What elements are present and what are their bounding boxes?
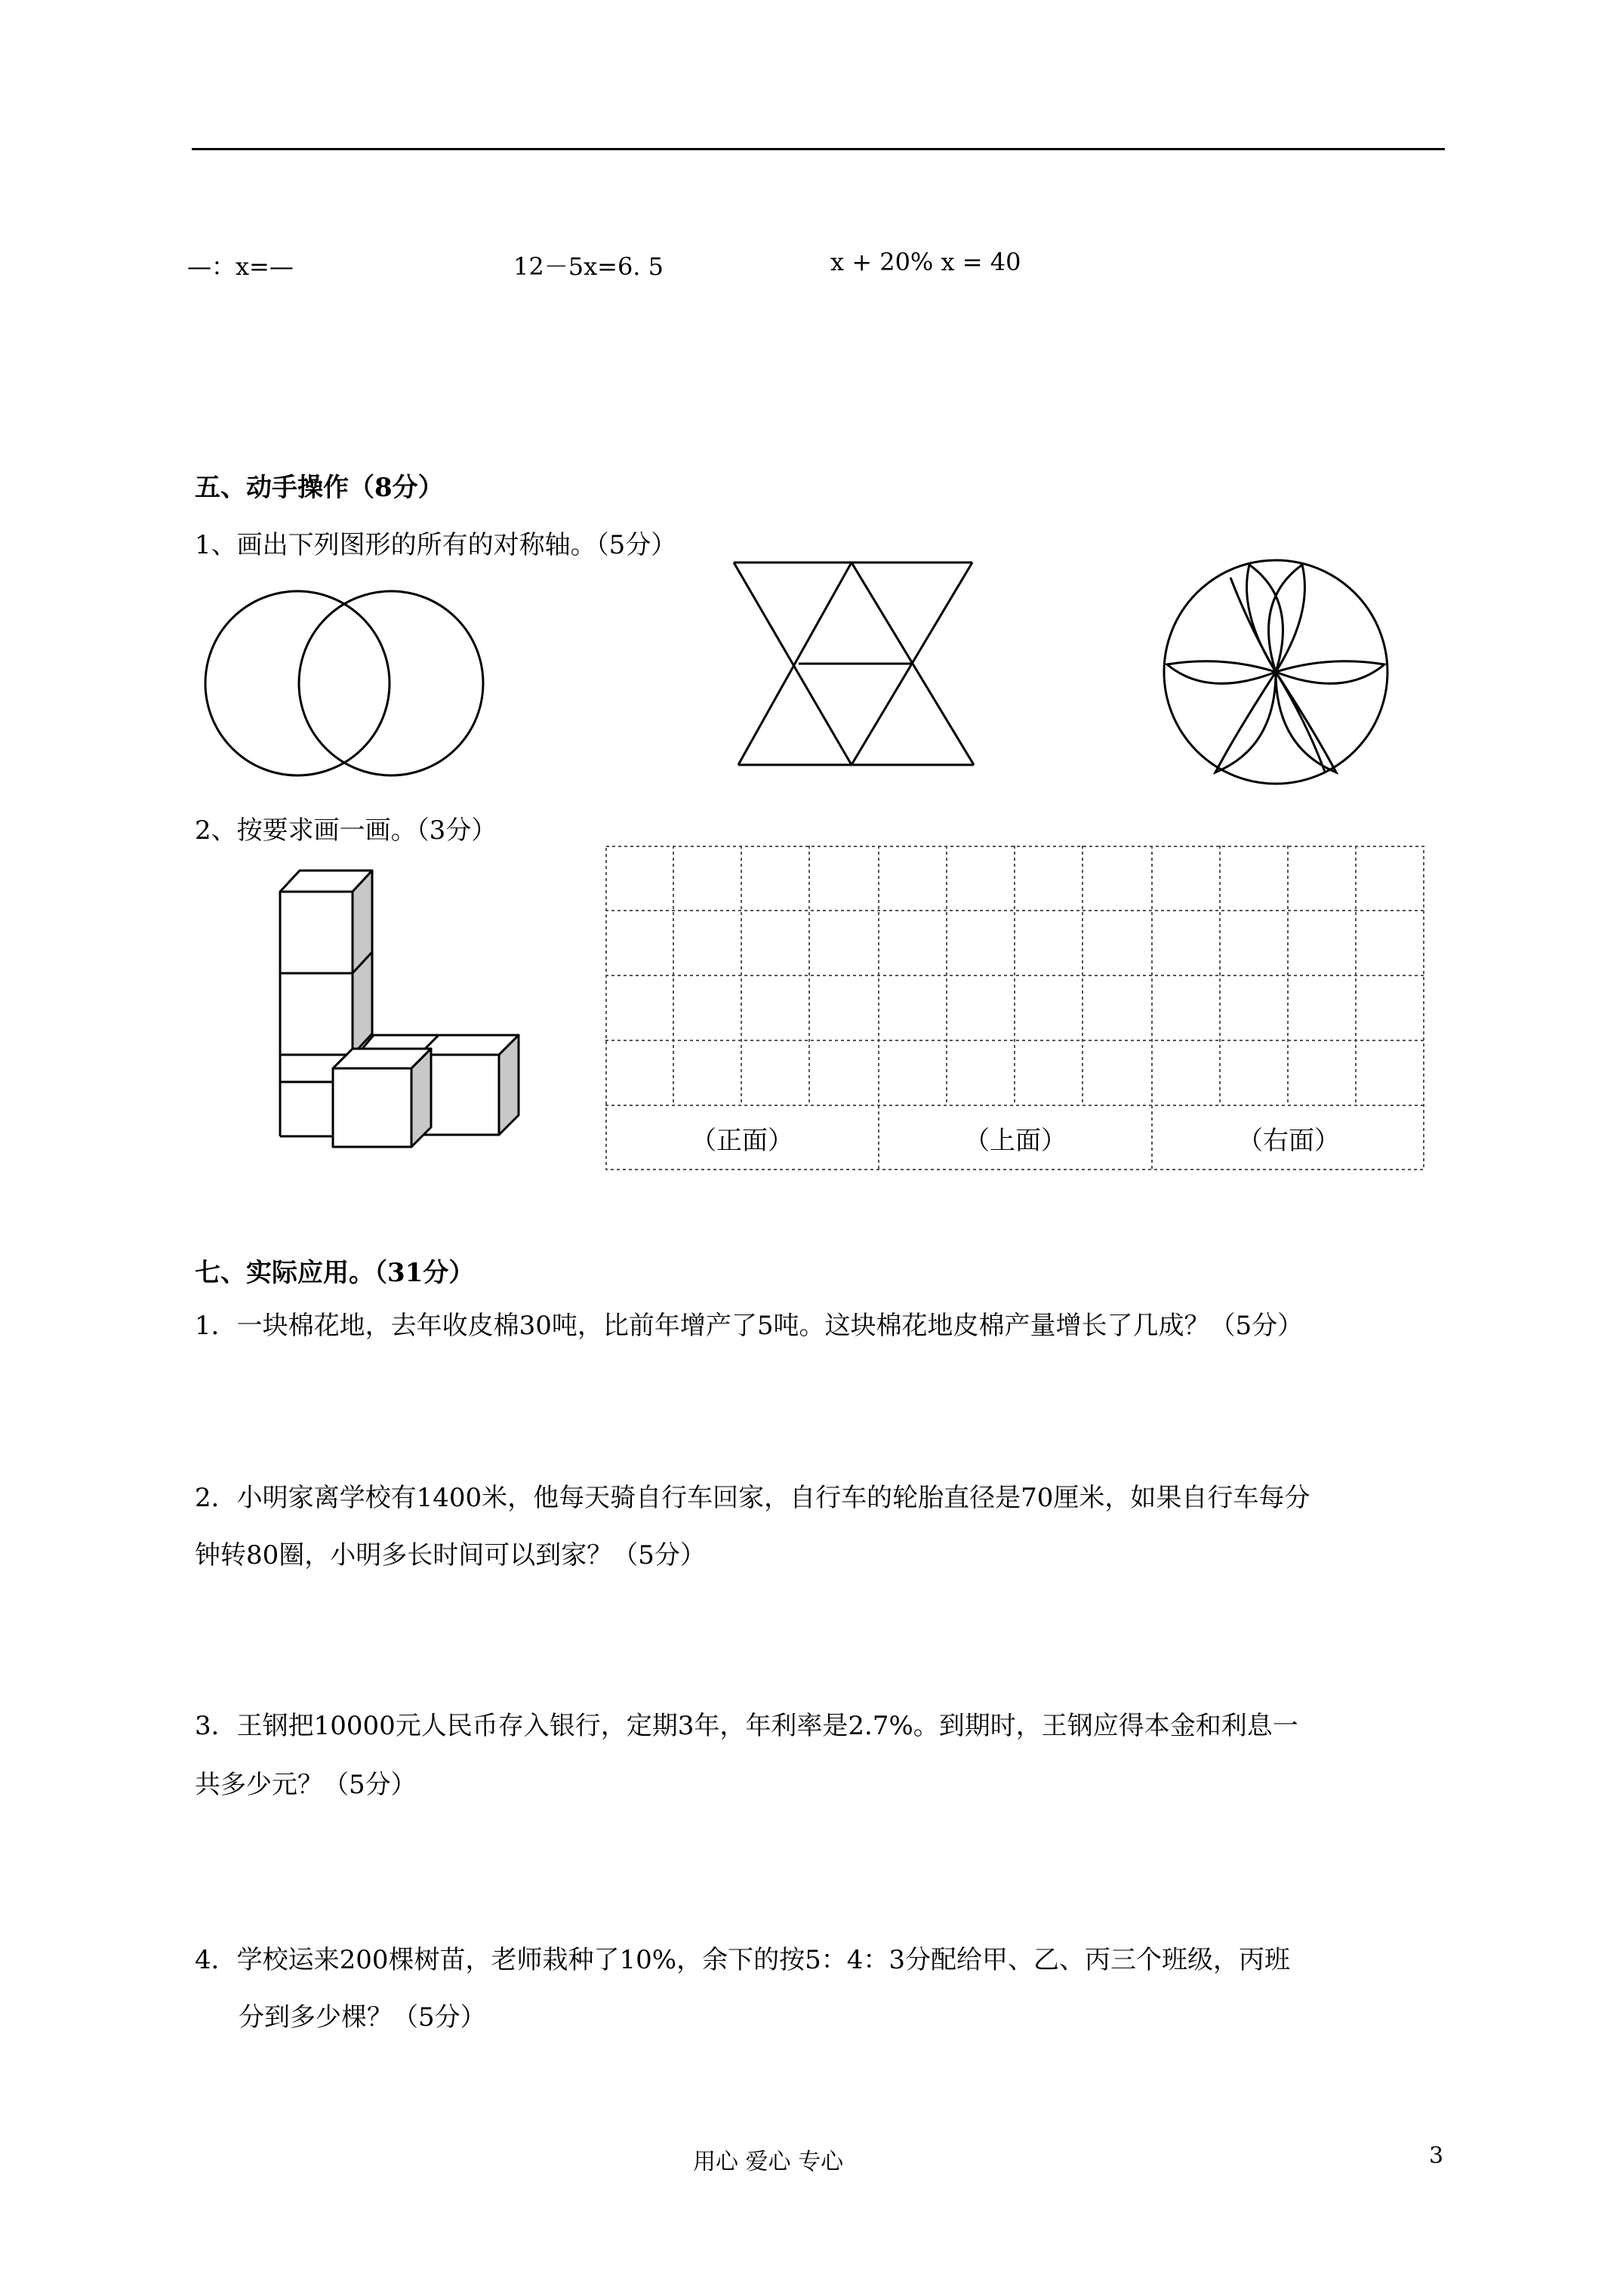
problem-4-line-1: 4．学校运来200棵树苗，老师栽种了10%，余下的按5：4：3分配给甲、乙、丙三个班级，丙班: [195, 1945, 1290, 1975]
problem-2-line-2: 钟转80圈，小明多长时间可以到家？（5分）: [195, 1540, 706, 1570]
section-5-heading: 五、动手操作（8分）: [195, 473, 444, 503]
grid-label-top: （上面）: [964, 1126, 1067, 1156]
problem-3-line-2: 共多少元？（5分）: [195, 1770, 417, 1800]
grid-label-right: （右面）: [1237, 1126, 1340, 1156]
left-circle: [205, 591, 390, 775]
section-5-question-2: 2、按要求画一画。（3分）: [195, 815, 497, 846]
equation-3: x + 20% x = 40: [830, 248, 1021, 276]
section-5-question-1: 1、画出下列图形的所有的对称轴。（5分）: [195, 530, 677, 560]
right-circle: [299, 591, 483, 775]
grid-label-front: （正面）: [691, 1126, 793, 1156]
problem-1: 1．一块棉花地，去年收皮棉30吨，比前年增产了5吨。这块棉花地皮棉产量增长了几成？（5分）: [195, 1311, 1304, 1341]
section-7-heading: 七、实际应用。（31分）: [195, 1258, 475, 1288]
header-rule: [192, 148, 1445, 150]
overlapping-circles-figure: [196, 585, 506, 781]
equation-1: —：x=—: [187, 252, 294, 281]
triangle-hourglass-figure: [732, 559, 981, 770]
problem-2-line-1: 2．小明家离学校有1400米，他每天骑自行车回家，自行车的轮胎直径是70厘米，如果自行车每分: [195, 1483, 1310, 1513]
problem-4-line-2: 分到多少棵？（5分）: [239, 2002, 486, 2032]
page-number: 3: [1429, 2143, 1444, 2169]
flower-circle-figure: [1155, 559, 1397, 785]
cube-stack-figure: [276, 864, 525, 1144]
equation-2: 12－5x=6. 5: [513, 252, 664, 281]
footer-motto: 用心 爱心 专心: [693, 2149, 844, 2175]
problem-3-line-1: 3．王钢把10000元人民币存入银行，定期3年，年利率是2.7%。到期时，王钢应得本金和利息一: [195, 1711, 1298, 1741]
flower-petals: [1167, 565, 1384, 772]
